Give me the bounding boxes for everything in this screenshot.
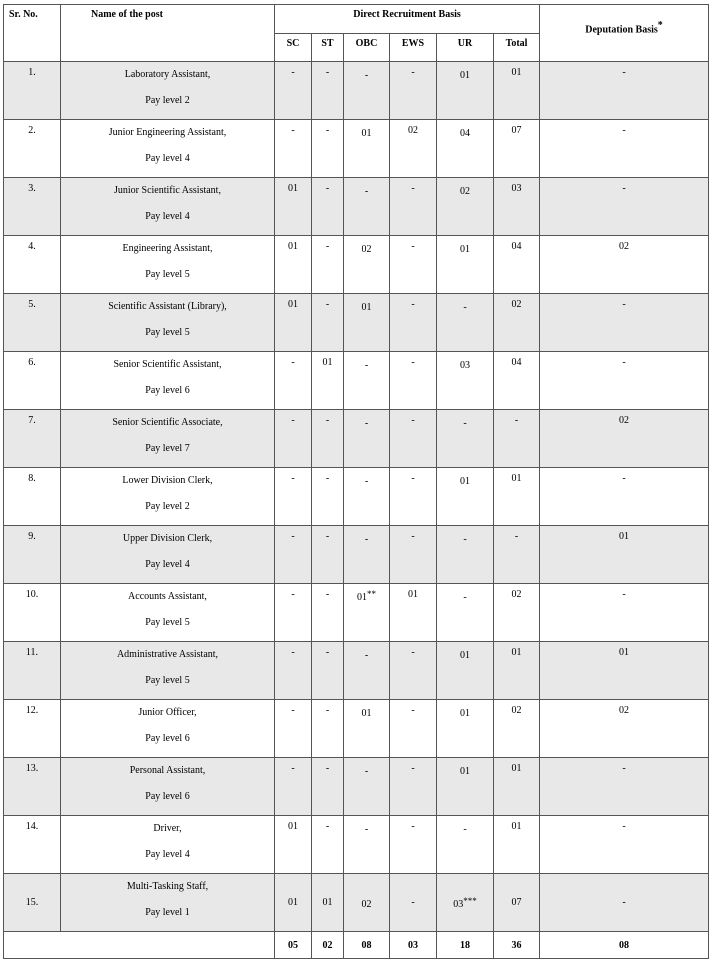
header-total: Total xyxy=(494,34,540,62)
cell-post xyxy=(61,758,275,816)
cell-st: - xyxy=(312,642,344,700)
totals-row xyxy=(4,932,709,959)
cell-st: - xyxy=(312,816,344,874)
cell-deputation: - xyxy=(540,352,709,410)
post-name: Junior Engineering Assistant, xyxy=(108,127,227,138)
cell-sr-no: 5. xyxy=(4,294,61,352)
cell-sr-no: 12. xyxy=(4,700,61,758)
cell-obc xyxy=(344,62,390,120)
obc-footnote-mark: ** xyxy=(367,589,376,599)
cell-ur xyxy=(437,62,494,120)
pay-level: Pay level 6 xyxy=(145,791,190,802)
cell-post xyxy=(61,294,275,352)
cell-st: 01 xyxy=(312,352,344,410)
totals-label-cell xyxy=(4,932,275,959)
cell-ur xyxy=(437,468,494,526)
cell-total: 01 xyxy=(494,642,540,700)
cell-ur xyxy=(437,584,494,642)
cell-post xyxy=(61,584,275,642)
post-name: Accounts Assistant, xyxy=(128,591,207,602)
obc-value: - xyxy=(364,70,369,81)
obc-value: - xyxy=(364,418,369,429)
table-row xyxy=(4,700,709,758)
cell-sc: 01 xyxy=(275,178,312,236)
post-name: Multi-Tasking Staff, xyxy=(126,881,209,892)
cell-post xyxy=(61,642,275,700)
header-ews: EWS xyxy=(390,34,437,62)
post-name: Engineering Assistant, xyxy=(122,243,213,254)
post-name: Personal Assistant, xyxy=(129,765,206,776)
cell-sr-no: 15. xyxy=(4,874,61,932)
cell-sc: 01 xyxy=(275,294,312,352)
obc-value: - xyxy=(364,476,369,487)
cell-post xyxy=(61,62,275,120)
cell-deputation: - xyxy=(540,468,709,526)
cell-ews: - xyxy=(390,468,437,526)
table-row xyxy=(4,352,709,410)
cell-sr-no: 14. xyxy=(4,816,61,874)
cell-post xyxy=(61,526,275,584)
cell-sc: - xyxy=(275,62,312,120)
cell-ur xyxy=(437,120,494,178)
obc-value: 01 xyxy=(361,302,372,313)
pay-level: Pay level 5 xyxy=(145,327,190,338)
cell-ews: - xyxy=(390,758,437,816)
ur-value: - xyxy=(463,592,467,603)
cell-obc xyxy=(344,584,390,642)
cell-sr-no: 8. xyxy=(4,468,61,526)
cell-ur xyxy=(437,178,494,236)
cell-total: 02 xyxy=(494,584,540,642)
obc-value: - xyxy=(364,534,369,545)
cell-ews: 02 xyxy=(390,120,437,178)
cell-ews: - xyxy=(390,62,437,120)
cell-sc: - xyxy=(275,758,312,816)
cell-obc xyxy=(344,758,390,816)
cell-sr-no: 4. xyxy=(4,236,61,294)
cell-sc: - xyxy=(275,700,312,758)
cell-sr-no: 13. xyxy=(4,758,61,816)
table-row xyxy=(4,62,709,120)
obc-value: 02 xyxy=(361,898,372,910)
cell-ur xyxy=(437,526,494,584)
cell-sr-no: 6. xyxy=(4,352,61,410)
cell-post xyxy=(61,468,275,526)
table-row xyxy=(4,584,709,642)
header-deputation xyxy=(540,5,709,62)
cell-ews: - xyxy=(390,874,437,932)
ur-value: 04 xyxy=(460,128,470,139)
cell-obc xyxy=(344,178,390,236)
table-row xyxy=(4,120,709,178)
table-row xyxy=(4,816,709,874)
cell-obc xyxy=(344,700,390,758)
cell-total: 07 xyxy=(494,120,540,178)
cell-obc xyxy=(344,352,390,410)
pay-level: Pay level 4 xyxy=(145,211,190,222)
header-direct-recruitment: Direct Recruitment Basis xyxy=(275,5,540,34)
cell-sr-no: 11. xyxy=(4,642,61,700)
cell-st: - xyxy=(312,410,344,468)
header-obc: OBC xyxy=(344,34,390,62)
cell-sr-no: 9. xyxy=(4,526,61,584)
cell-total: 03 xyxy=(494,178,540,236)
post-name: Laboratory Assistant, xyxy=(124,69,211,80)
obc-value: - xyxy=(364,824,369,835)
cell-st: - xyxy=(312,700,344,758)
cell-ews: - xyxy=(390,410,437,468)
cell-sc: - xyxy=(275,642,312,700)
cell-sc: - xyxy=(275,584,312,642)
cell-st: - xyxy=(312,526,344,584)
cell-st: - xyxy=(312,236,344,294)
cell-ews: - xyxy=(390,642,437,700)
header-post-name: Name of the post xyxy=(61,5,275,62)
ur-value: 01 xyxy=(460,650,470,661)
cell-deputation: 01 xyxy=(540,642,709,700)
cell-deputation: - xyxy=(540,584,709,642)
cell-total: 02 xyxy=(494,700,540,758)
cell-obc xyxy=(344,816,390,874)
cell-ur xyxy=(437,410,494,468)
cell-total: 01 xyxy=(494,468,540,526)
header-sr-no: Sr. No. xyxy=(4,5,61,62)
cell-sc: 01 xyxy=(275,236,312,294)
cell-post xyxy=(61,816,275,874)
cell-sr-no: 3. xyxy=(4,178,61,236)
cell-deputation: - xyxy=(540,294,709,352)
cell-total: 01 xyxy=(494,62,540,120)
cell-obc xyxy=(344,410,390,468)
cell-total: - xyxy=(494,410,540,468)
cell-deputation: - xyxy=(540,874,709,932)
cell-sc: - xyxy=(275,410,312,468)
cell-st: - xyxy=(312,120,344,178)
cell-sr-no: 7. xyxy=(4,410,61,468)
post-name: Administrative Assistant, xyxy=(116,649,219,660)
total-deputation: 08 xyxy=(540,932,709,959)
total-ews: 03 xyxy=(390,932,437,959)
pay-level: Pay level 7 xyxy=(145,443,190,454)
cell-post xyxy=(61,178,275,236)
cell-post xyxy=(61,700,275,758)
cell-ews: - xyxy=(390,526,437,584)
pay-level: Pay level 5 xyxy=(145,675,190,686)
cell-obc xyxy=(344,120,390,178)
cell-ur xyxy=(437,700,494,758)
ur-footnote-mark: *** xyxy=(463,895,477,906)
obc-value: 01 xyxy=(357,592,367,603)
ur-value: - xyxy=(463,418,467,429)
cell-total: 04 xyxy=(494,236,540,294)
cell-total: 07 xyxy=(494,874,540,932)
post-name: Upper Division Clerk, xyxy=(122,533,213,544)
cell-st: - xyxy=(312,178,344,236)
cell-obc xyxy=(344,468,390,526)
table-row xyxy=(4,468,709,526)
cell-deputation: - xyxy=(540,758,709,816)
cell-st: - xyxy=(312,294,344,352)
ur-value: 01 xyxy=(460,766,470,777)
cell-deputation: - xyxy=(540,816,709,874)
post-name: Scientific Assistant (Library), xyxy=(108,301,227,312)
cell-sc: - xyxy=(275,352,312,410)
obc-value: 02 xyxy=(361,244,372,255)
pay-level: Pay level 6 xyxy=(145,733,190,744)
total-total: 36 xyxy=(494,932,540,959)
obc-value: - xyxy=(364,766,369,777)
ur-value: 01 xyxy=(460,70,470,81)
pay-level: Pay level 6 xyxy=(145,385,190,396)
obc-value: - xyxy=(364,360,369,371)
cell-sc: 01 xyxy=(275,816,312,874)
cell-st: - xyxy=(312,62,344,120)
post-name: Junior Officer, xyxy=(138,707,197,718)
ur-value: - xyxy=(463,824,467,835)
cell-ews: - xyxy=(390,178,437,236)
cell-post xyxy=(61,236,275,294)
post-name: Lower Division Clerk, xyxy=(122,475,213,486)
cell-sc: - xyxy=(275,120,312,178)
pay-level: Pay level 1 xyxy=(145,907,190,918)
cell-total: 04 xyxy=(494,352,540,410)
cell-total: 01 xyxy=(494,758,540,816)
total-obc: 08 xyxy=(344,932,390,959)
cell-sc: 01 xyxy=(275,874,312,932)
ur-value: - xyxy=(463,534,467,545)
table-row xyxy=(4,874,709,932)
table-row xyxy=(4,526,709,584)
cell-deputation: - xyxy=(540,178,709,236)
ur-value: 03 xyxy=(460,360,470,371)
table-row xyxy=(4,758,709,816)
post-name: Senior Scientific Associate, xyxy=(112,417,223,428)
cell-ur xyxy=(437,294,494,352)
cell-deputation: - xyxy=(540,62,709,120)
cell-sr-no: 1. xyxy=(4,62,61,120)
cell-sr-no: 10. xyxy=(4,584,61,642)
cell-sc: - xyxy=(275,468,312,526)
pay-level: Pay level 5 xyxy=(145,269,190,280)
cell-total: - xyxy=(494,526,540,584)
recruitment-table xyxy=(3,4,709,959)
ur-value: 03 xyxy=(453,898,464,910)
cell-post xyxy=(61,410,275,468)
post-name: Senior Scientific Assistant, xyxy=(113,359,222,370)
cell-obc xyxy=(344,526,390,584)
table-row xyxy=(4,294,709,352)
cell-ews: - xyxy=(390,816,437,874)
cell-post xyxy=(61,120,275,178)
cell-sr-no: 2. xyxy=(4,120,61,178)
cell-total: 01 xyxy=(494,816,540,874)
table-row xyxy=(4,236,709,294)
obc-value: 01 xyxy=(361,128,372,139)
cell-ur xyxy=(437,758,494,816)
cell-ews: - xyxy=(390,236,437,294)
post-name: Junior Scientific Assistant, xyxy=(114,185,221,196)
header-sc: SC xyxy=(275,34,312,62)
cell-ews: - xyxy=(390,352,437,410)
cell-obc xyxy=(344,236,390,294)
pay-level: Pay level 4 xyxy=(145,849,190,860)
cell-st: - xyxy=(312,584,344,642)
ur-value: 02 xyxy=(460,186,470,197)
cell-ews: 01 xyxy=(390,584,437,642)
cell-st: 01 xyxy=(312,874,344,932)
ur-value: 01 xyxy=(460,708,470,719)
pay-level: Pay level 4 xyxy=(145,153,190,164)
cell-ur xyxy=(437,236,494,294)
cell-ews: - xyxy=(390,700,437,758)
table-row xyxy=(4,410,709,468)
cell-obc xyxy=(344,874,390,932)
pay-level: Pay level 4 xyxy=(145,559,190,570)
cell-sc: - xyxy=(275,526,312,584)
ur-value: 01 xyxy=(460,244,470,255)
cell-st: - xyxy=(312,468,344,526)
cell-deputation: 02 xyxy=(540,700,709,758)
pay-level: Pay level 5 xyxy=(145,617,190,628)
header-ur: UR xyxy=(437,34,494,62)
cell-obc xyxy=(344,642,390,700)
total-st: 02 xyxy=(312,932,344,959)
cell-obc xyxy=(344,294,390,352)
cell-ur xyxy=(437,816,494,874)
header-st: ST xyxy=(312,34,344,62)
total-sc: 05 xyxy=(275,932,312,959)
cell-ur xyxy=(437,642,494,700)
header-deputation-mark: * xyxy=(657,20,663,32)
table-row xyxy=(4,178,709,236)
cell-total: 02 xyxy=(494,294,540,352)
pay-level: Pay level 2 xyxy=(145,501,190,512)
cell-post xyxy=(61,874,275,932)
header-deputation-label: Deputation Basis xyxy=(585,24,658,36)
cell-deputation: - xyxy=(540,120,709,178)
ur-value: 01 xyxy=(460,476,470,487)
cell-ur xyxy=(437,874,494,932)
obc-value: - xyxy=(364,186,369,197)
table-row xyxy=(4,642,709,700)
post-name: Driver, xyxy=(153,823,182,834)
obc-value: 01 xyxy=(361,708,372,719)
cell-ur xyxy=(437,352,494,410)
cell-ews: - xyxy=(390,294,437,352)
table-body xyxy=(4,62,709,959)
cell-deputation: 02 xyxy=(540,410,709,468)
cell-st: - xyxy=(312,758,344,816)
cell-deputation: 01 xyxy=(540,526,709,584)
ur-value: - xyxy=(463,302,467,313)
pay-level: Pay level 2 xyxy=(145,95,190,106)
total-ur: 18 xyxy=(437,932,494,959)
cell-post xyxy=(61,352,275,410)
obc-value: - xyxy=(364,650,369,661)
cell-deputation: 02 xyxy=(540,236,709,294)
